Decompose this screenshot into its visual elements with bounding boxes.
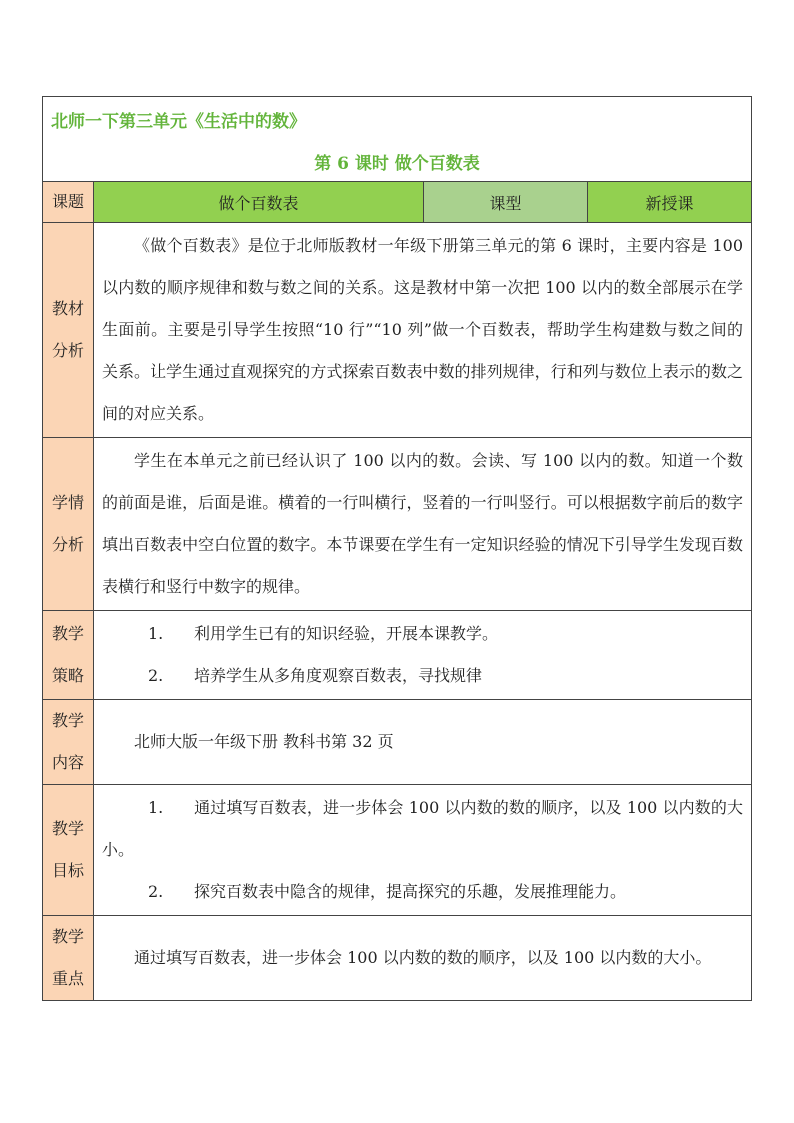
- teaching-goals-label: [43, 785, 94, 916]
- title-cell: [43, 97, 752, 182]
- key-point-row: [43, 916, 752, 1001]
- label-line: 目标: [51, 861, 84, 880]
- unit-title: 北师一下第三单元《生活中的数》: [51, 112, 306, 132]
- goal-item: [102, 787, 743, 871]
- lesson-title: 第 6 课时 做个百数表: [314, 154, 480, 174]
- teaching-content-row: [43, 700, 752, 785]
- material-analysis-content: [94, 223, 752, 438]
- teaching-content-content: [94, 700, 752, 785]
- key-point-text: 通过填写百数表，进一步体会 100 以内数的数的顺序，以及 100 以内数的大小。: [134, 948, 712, 967]
- key-point-label: [43, 916, 94, 1001]
- learner-analysis-content: [94, 438, 752, 611]
- label-line: 内容: [51, 753, 84, 772]
- teaching-strategy-row: [43, 611, 752, 700]
- lesson-plan-table: [42, 96, 752, 1001]
- teaching-goals-row: [43, 785, 752, 916]
- key-point-content: [94, 916, 752, 1001]
- teaching-content-text: 北师大版一年级下册 教科书第 32 页: [134, 732, 394, 751]
- lesson-type-value: 新授课: [588, 182, 752, 223]
- learner-analysis-row: [43, 438, 752, 611]
- goal-item: [102, 871, 743, 913]
- material-analysis-label: [43, 223, 94, 438]
- label-line: 教材: [51, 299, 84, 318]
- label-line: 教学: [51, 819, 84, 838]
- learner-analysis-text: 学生在本单元之前已经认识了 100 以内的数。会读、写 100 以内的数。知道一个数的前面是谁，后面是谁。横着的一行叫横行，竖着的一行叫竖行。可以根据数字前后的数字填出百数表中空白位置的数字。本节课要在学生有一定知识经验的情况下引导学生发现百数表横行和竖行中数字的规律。: [102, 451, 743, 596]
- strategy-item: [102, 613, 743, 655]
- strategy-item-text: 利用学生已有的知识经验，开展本课教学。: [194, 624, 499, 643]
- topic-label: 课题: [43, 182, 94, 223]
- strategy-item: [102, 655, 743, 697]
- goal-item-text: 通过填写百数表，进一步体会 100 以内数的数的顺序，以及 100 以内数的大小。: [102, 798, 743, 859]
- strategy-item-number: 1.: [148, 624, 164, 643]
- label-line: 教学: [51, 711, 84, 730]
- strategy-item-text: 培养学生从多角度观察百数表，寻找规律: [194, 666, 483, 685]
- material-analysis-text: 《做个百数表》是位于北师版教材一年级下册第三单元的第 6 课时，主要内容是 100 以内数的顺序规律和数与数之间的关系。这是教材中第一次把 100 以内的数全部展示在学生面前。主要是引导学生按照“10 行”“10 列”做一个百数表，帮助学生构建数与数之间的关系。让学生通过直观探究的方式探索百数表中数的排列规律，行和列与数位上表示的数之间的对应关系。: [102, 236, 743, 423]
- lesson-type-label: 课型: [424, 182, 588, 223]
- teaching-content-label: [43, 700, 94, 785]
- title-row: [43, 97, 752, 182]
- topic-value: 做个百数表: [94, 182, 424, 223]
- label-line: 学情: [51, 493, 84, 512]
- teaching-strategy-label: [43, 611, 94, 700]
- goal-item-text: 探究百数表中隐含的规律，提高探究的乐趣，发展推理能力。: [194, 882, 627, 901]
- material-analysis-row: [43, 223, 752, 438]
- teaching-strategy-content: [94, 611, 752, 700]
- label-line: 重点: [51, 969, 84, 988]
- topic-row: [43, 182, 752, 223]
- label-line: 策略: [51, 666, 84, 685]
- goal-item-number: 2.: [148, 882, 164, 901]
- learner-analysis-label: [43, 438, 94, 611]
- teaching-goals-content: [94, 785, 752, 916]
- label-line: 分析: [51, 535, 84, 554]
- strategy-item-number: 2.: [148, 666, 164, 685]
- lesson-plan-sheet: [42, 96, 751, 1001]
- label-line: 教学: [51, 927, 84, 946]
- goal-item-number: 1.: [148, 798, 164, 817]
- label-line: 教学: [51, 624, 84, 643]
- label-line: 分析: [51, 341, 84, 360]
